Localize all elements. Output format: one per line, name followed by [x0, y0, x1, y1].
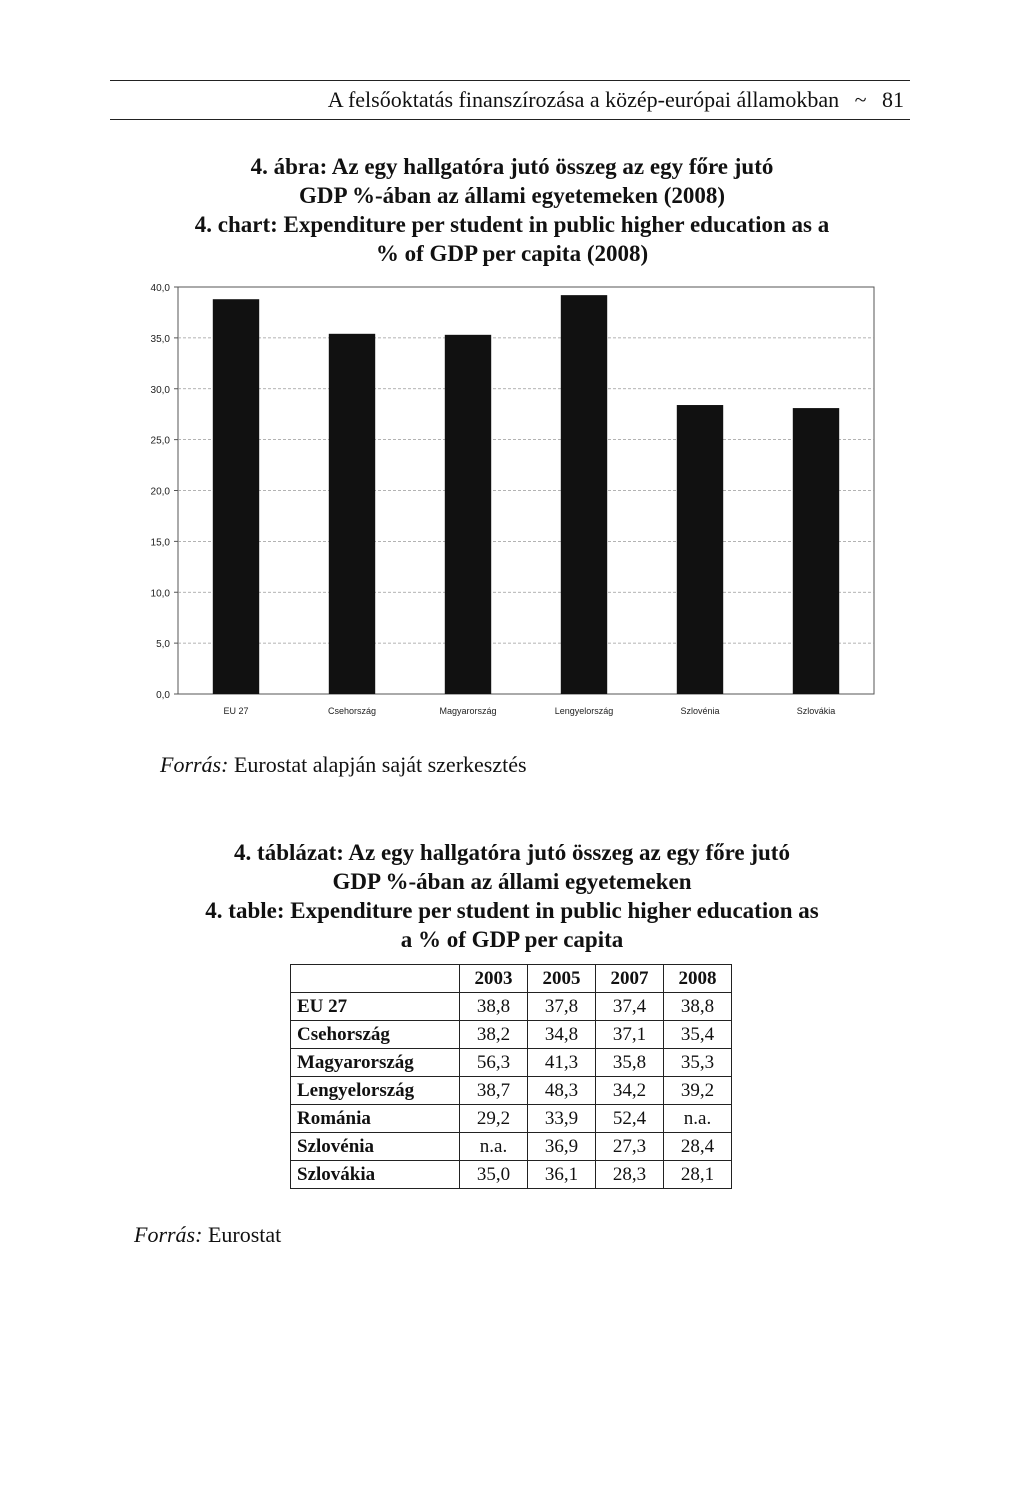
table-cell: 37,1: [596, 1021, 664, 1049]
table-column-header: 2007: [596, 965, 664, 993]
header-separator: ~: [854, 87, 867, 112]
table-row: [291, 993, 732, 1021]
bar: [793, 408, 839, 694]
table-cell: 41,3: [528, 1049, 596, 1077]
table-column-header: 2005: [528, 965, 596, 993]
table-cell: 38,7: [460, 1077, 528, 1105]
figure-source-text: Eurostat alapján saját szerkesztés: [233, 752, 527, 777]
table-caption-hu-line2: GDP %-ában az állami egyetemeken: [332, 869, 692, 894]
page-number: 81: [882, 87, 904, 112]
y-tick-label: 40,0: [150, 283, 170, 294]
table-cell: 28,4: [664, 1133, 732, 1161]
table-cell: 56,3: [460, 1049, 528, 1077]
bar: [677, 405, 723, 694]
table-row-label: Lengyelország: [291, 1077, 460, 1105]
y-tick-label: 5,0: [156, 639, 170, 651]
table-caption-en-line2: a % of GDP per capita: [400, 927, 624, 952]
running-header: [110, 80, 910, 120]
table-source-text: Eurostat: [207, 1222, 282, 1247]
table-row: [291, 1021, 732, 1049]
table-row: [291, 1161, 732, 1189]
figure-caption-en-line2: % of GDP per capita (2008): [375, 241, 649, 266]
table-row-label: Románia: [291, 1105, 460, 1133]
table-column-header: 2008: [664, 965, 732, 993]
table-cell: 35,4: [664, 1021, 732, 1049]
figure-source-label: Forrás:: [160, 752, 229, 777]
table-cell: 29,2: [460, 1105, 528, 1133]
table-cell: 48,3: [528, 1077, 596, 1105]
table-cell: 33,9: [528, 1105, 596, 1133]
table-cell: 35,0: [460, 1161, 528, 1189]
table-cell: 38,8: [460, 993, 528, 1021]
figure-source: [160, 752, 527, 778]
running-header-text: [328, 87, 904, 113]
bar: [561, 295, 607, 694]
table-header-row: [291, 965, 732, 993]
table-cell: 39,2: [664, 1077, 732, 1105]
table-cell: 38,2: [460, 1021, 528, 1049]
figure-caption: [0, 152, 1024, 268]
x-tick-label: Szlovákia: [796, 706, 836, 716]
table-cell: 52,4: [596, 1105, 664, 1133]
data-table: [290, 964, 732, 1189]
table-caption-hu-line1: 4. táblázat: Az egy hallgatóra jutó összeg az egy főre jutó: [234, 840, 790, 865]
table-cell: 28,3: [596, 1161, 664, 1189]
table-cell: 35,8: [596, 1049, 664, 1077]
y-tick-label: 0,0: [156, 690, 170, 701]
table-cell: 37,8: [528, 993, 596, 1021]
bar: [213, 299, 259, 694]
table-row: [291, 1133, 732, 1161]
table-row-label: Csehország: [291, 1021, 460, 1049]
table-source-label: Forrás:: [134, 1222, 203, 1247]
figure-caption-hu-line1: 4. ábra: Az egy hallgatóra jutó összeg az egy főre jutó: [250, 154, 774, 179]
y-tick-label: 10,0: [150, 588, 170, 600]
table-cell: 35,3: [664, 1049, 732, 1077]
y-tick-label: 35,0: [150, 333, 170, 345]
table-cell: n.a.: [664, 1105, 732, 1133]
table-row-label: Szlovénia: [291, 1133, 460, 1161]
table-row-label: Szlovákia: [291, 1161, 460, 1189]
table-cell: 34,2: [596, 1077, 664, 1105]
y-tick-label: 30,0: [150, 384, 170, 396]
x-tick-label: Csehország: [327, 706, 377, 716]
table-cell: 36,1: [528, 1161, 596, 1189]
table-row: [291, 1049, 732, 1077]
table-cell: 38,8: [664, 993, 732, 1021]
table-corner-cell: [291, 965, 460, 993]
table-caption-en-line1: 4. table: Expenditure per student in public higher education as: [205, 898, 819, 923]
table-row-label: Magyarország: [291, 1049, 460, 1077]
figure-caption-hu-line2: GDP %-ában az állami egyetemeken (2008): [298, 183, 726, 208]
table-cell: 37,4: [596, 993, 664, 1021]
table-row: [291, 1105, 732, 1133]
y-tick-label: 15,0: [150, 537, 170, 549]
table-cell: 36,9: [528, 1133, 596, 1161]
table-cell: 34,8: [528, 1021, 596, 1049]
table-row-label: EU 27: [291, 993, 460, 1021]
y-tick-label: 25,0: [150, 435, 170, 447]
table-column-header: 2003: [460, 965, 528, 993]
table-row: [291, 1077, 732, 1105]
running-title: A felsőoktatás finanszírozása a közép-európai államokban: [327, 87, 840, 112]
table-cell: 27,3: [596, 1133, 664, 1161]
bar-chart: [0, 270, 1024, 730]
x-tick-label: EU 27: [223, 706, 249, 716]
table-cell: n.a.: [460, 1133, 528, 1161]
bar: [329, 334, 375, 694]
table-caption: [0, 838, 1024, 954]
bar: [445, 335, 491, 694]
table-cell: 28,1: [664, 1161, 732, 1189]
figure-caption-en-line1: 4. chart: Expenditure per student in public higher education as a: [194, 212, 830, 237]
table-source: [134, 1222, 281, 1248]
y-tick-label: 20,0: [150, 486, 170, 498]
x-tick-label: Szlovénia: [680, 706, 720, 716]
x-tick-label: Magyarország: [439, 706, 497, 716]
x-tick-label: Lengyelország: [554, 706, 614, 716]
